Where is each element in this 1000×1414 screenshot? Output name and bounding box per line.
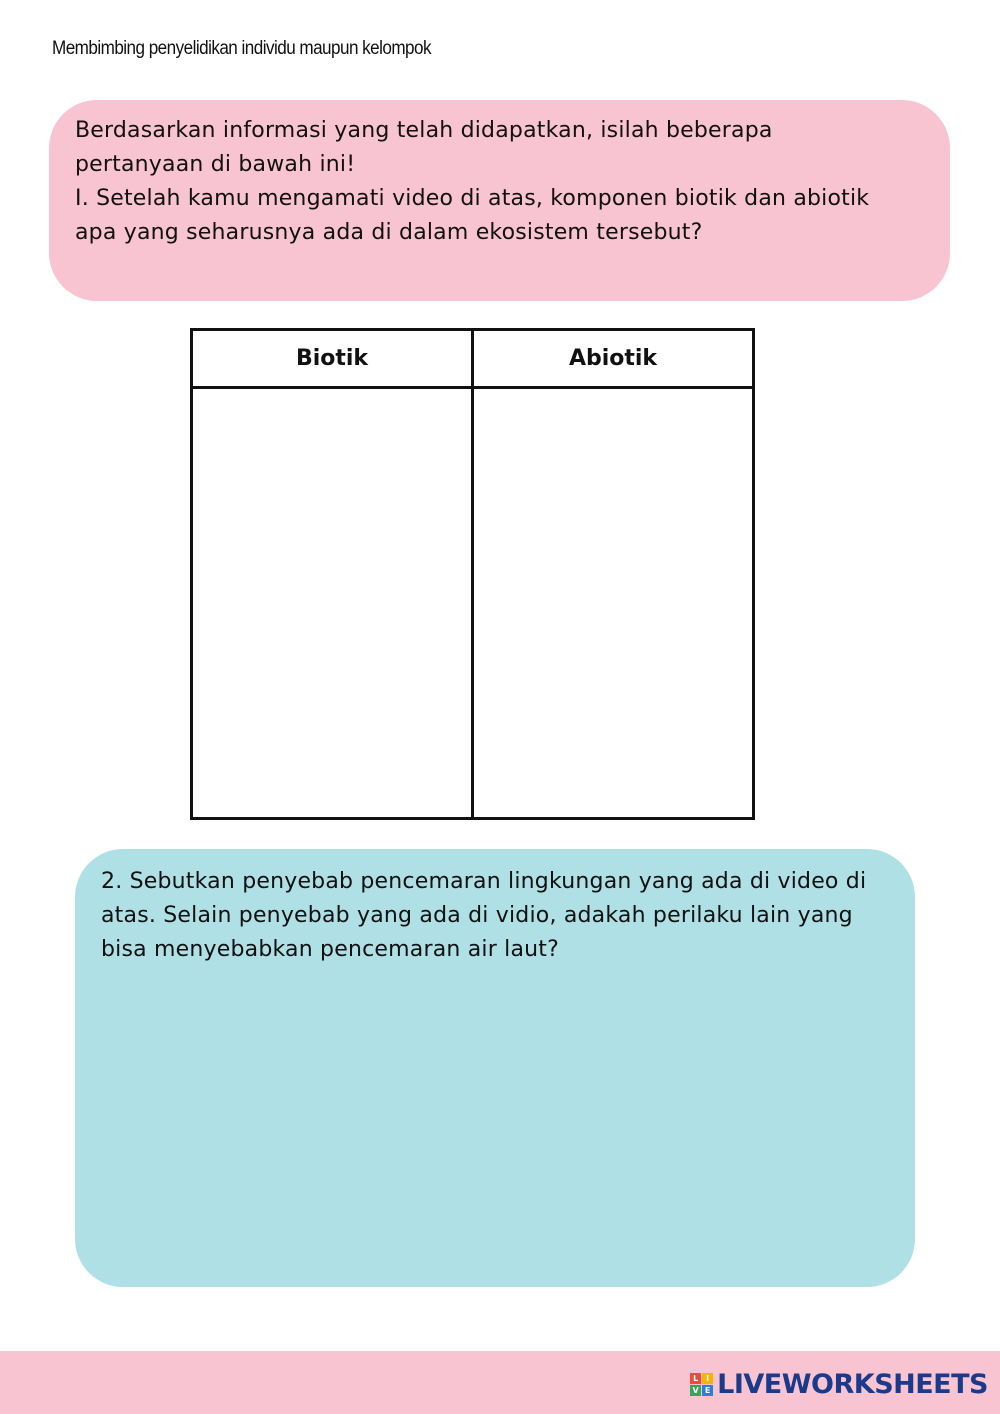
- q1-question-line-1: I. Setelah kamu mengamati video di atas, komponen biotik dan abiotik: [75, 186, 870, 211]
- biotik-answer-input[interactable]: [193, 389, 471, 817]
- answer-table: [190, 328, 755, 820]
- liveworksheets-brand: [690, 1369, 988, 1400]
- brand-name: LIVEWORKSHEETS: [717, 1369, 988, 1400]
- q2-answer-input[interactable]: [101, 977, 885, 1281]
- q1-question-line-2: apa yang seharusnya ada di dalam ekosistem tersebut?: [75, 220, 703, 245]
- abiotik-cell: [473, 388, 754, 819]
- logo-letter-i: I: [702, 1373, 713, 1384]
- table-answer-row: [192, 388, 754, 819]
- biotik-cell: [192, 388, 473, 819]
- header-biotik: Biotik: [192, 330, 473, 388]
- logo-letter-e: E: [702, 1385, 713, 1396]
- q2-line-2: atas. Selain penyebab yang ada di vidio, adakah perilaku lain yang: [101, 903, 853, 928]
- question-1-box: [49, 100, 950, 301]
- q1-intro-line-2: pertanyaan di bawah ini!: [75, 152, 356, 177]
- header-abiotik: Abiotik: [473, 330, 754, 388]
- biotik-abiotik-table: [190, 328, 755, 820]
- liveworksheets-logo-icon: [690, 1373, 713, 1396]
- abiotik-answer-input[interactable]: [474, 389, 752, 817]
- q2-line-1: 2. Sebutkan penyebab pencemaran lingkungan yang ada di video di: [101, 869, 867, 894]
- worksheet-subtitle: Membimbing penyelidikan individu maupun kelompok: [52, 38, 432, 59]
- logo-letter-v: V: [690, 1385, 701, 1396]
- table-header-row: [192, 330, 754, 388]
- question-2-box: [75, 849, 915, 1287]
- logo-letter-l: L: [690, 1373, 701, 1384]
- q1-intro-line-1: Berdasarkan informasi yang telah didapatkan, isilah beberapa: [75, 118, 773, 143]
- footer-bar: [0, 1351, 1000, 1414]
- q2-line-3: bisa menyebabkan pencemaran air laut?: [101, 937, 559, 962]
